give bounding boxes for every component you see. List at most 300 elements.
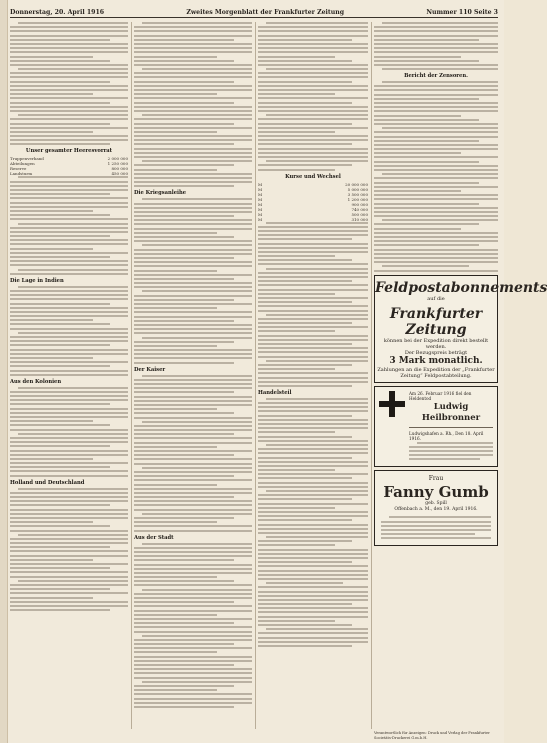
column-rule: [371, 22, 372, 729]
text-line: [134, 143, 234, 145]
text-line: [258, 131, 335, 133]
text-line: [258, 557, 368, 559]
text-line: [10, 26, 128, 28]
text-line: [266, 22, 368, 24]
text-line: [374, 182, 479, 184]
text-line: [10, 454, 128, 456]
text-line: [258, 43, 368, 45]
text-line: [409, 450, 493, 452]
ad-text: Ludwigshafen a. Rh., Den 18. April 1916.: [409, 430, 484, 441]
text-line: [134, 492, 252, 494]
text-line: [258, 326, 368, 328]
text-line: [142, 68, 252, 70]
text-line: [10, 429, 128, 431]
text-line: [258, 226, 368, 228]
text-line: [266, 68, 368, 70]
text-line: [258, 243, 368, 245]
text-line: [374, 223, 479, 225]
text-line: [258, 632, 368, 634]
table-row: Truppenverband 2 000 000: [10, 156, 128, 162]
text-line: [134, 118, 252, 120]
text-line: [142, 635, 252, 637]
text-block: [10, 387, 128, 477]
text-line: [10, 56, 93, 58]
figures-table: [258, 182, 368, 222]
text-line: [134, 568, 252, 570]
text-line: [18, 22, 128, 24]
text-line: [134, 631, 252, 633]
text-line: [134, 51, 252, 53]
text-line: [134, 685, 234, 687]
text-line: [374, 215, 498, 217]
ad-feldpost-paper: Frankfurter Zeitung: [389, 305, 483, 338]
text-line: [10, 315, 128, 317]
text-line: [134, 484, 217, 486]
text-line: [10, 441, 128, 443]
text-line: [142, 337, 252, 339]
text-line: [258, 503, 368, 505]
text-line: [134, 219, 252, 221]
report-title: Bericht der Zensoren.: [404, 73, 468, 80]
text-line: [10, 563, 128, 565]
text-line: [134, 56, 217, 58]
text-line: [258, 532, 368, 534]
text-line: [134, 261, 252, 263]
text-line: [134, 446, 217, 448]
text-line: [374, 165, 498, 167]
text-line: [10, 504, 110, 506]
text-line: [374, 102, 498, 104]
text-line: [258, 637, 368, 639]
text-line: [374, 26, 498, 28]
text-line: [142, 114, 252, 116]
text-line: [374, 240, 498, 242]
text-line: [134, 307, 217, 309]
text-line: [10, 239, 128, 241]
text-line: [10, 349, 128, 351]
text-line: [258, 498, 352, 500]
text-line: [258, 624, 352, 626]
text-line: [18, 534, 128, 536]
text-line: [134, 320, 234, 322]
text-line: [134, 391, 234, 393]
text-line: [134, 396, 252, 398]
text-line: [10, 361, 128, 363]
text-line: [142, 375, 252, 377]
text-line: [417, 442, 493, 444]
figures-table: [10, 156, 128, 176]
divider: [409, 427, 493, 428]
text-line: [258, 143, 352, 145]
text-line: [10, 525, 110, 527]
text-line: [266, 490, 368, 492]
ad-name: Ludwig Heilbronner: [421, 401, 481, 423]
text-line: [10, 235, 110, 237]
table-row: M 310 000: [258, 216, 368, 222]
text-line: [10, 420, 93, 422]
text-line: [382, 173, 498, 175]
text-line: [374, 148, 498, 150]
text-line: [134, 530, 252, 532]
text-line: [258, 595, 368, 597]
text-line: [134, 626, 252, 628]
text-line: [374, 244, 479, 246]
text-line: [258, 528, 368, 530]
text-line: [134, 274, 252, 276]
text-line: [134, 240, 252, 242]
text-line: [258, 76, 368, 78]
text-line: [258, 276, 368, 278]
text-line: [134, 81, 234, 83]
text-line: [258, 280, 352, 282]
text-line: [258, 419, 368, 421]
text-line: [374, 249, 498, 251]
text-line: [258, 524, 368, 526]
text-line: [258, 477, 352, 479]
text-line: [258, 544, 335, 546]
text-line: [374, 261, 498, 263]
text-line: [10, 264, 128, 266]
text-line: [374, 140, 479, 142]
text-line: [374, 39, 479, 41]
text-line: [10, 584, 128, 586]
text-line: [266, 114, 368, 116]
text-line: [134, 110, 252, 112]
table-row: Reserve 800 000: [10, 166, 128, 172]
text-line: [134, 693, 252, 695]
text-line: [10, 319, 93, 321]
text-line: [134, 345, 217, 347]
text-line: [10, 123, 110, 125]
text-line: [142, 160, 252, 162]
table-row: M 1 200 000: [258, 196, 368, 202]
text-line: [10, 143, 110, 145]
text-line: [258, 519, 352, 521]
text-line: [134, 555, 252, 557]
text-line: [10, 85, 128, 87]
text-line: [134, 311, 252, 313]
text-line: [374, 47, 498, 49]
text-line: [10, 210, 93, 212]
text-line: [134, 463, 252, 465]
column-1: [10, 22, 128, 729]
text-line: [10, 353, 128, 355]
text-line: [134, 706, 234, 708]
text-line: [258, 339, 368, 341]
text-line: [374, 131, 498, 133]
text-line: [10, 214, 110, 216]
table-row: M 740 000: [258, 206, 368, 212]
text-line: [10, 89, 128, 91]
text-line: [10, 72, 128, 74]
text-line: [10, 197, 128, 199]
text-line: [258, 139, 368, 141]
text-line: [10, 424, 110, 426]
text-line: [134, 660, 252, 662]
text-line: [134, 651, 217, 653]
column-4: [374, 22, 547, 729]
text-line: [374, 60, 479, 62]
text-line: [18, 433, 128, 435]
text-line: [374, 106, 498, 108]
text-line: [409, 458, 480, 460]
text-line: [10, 500, 128, 502]
text-line: [258, 431, 335, 433]
binding-strip: [0, 0, 8, 743]
text-line: [10, 135, 128, 137]
text-line: [258, 549, 368, 551]
text-line: [134, 496, 234, 498]
text-line: [10, 391, 128, 393]
text-line: [258, 305, 368, 307]
ad-text: Offenbach a. M., den 19. April 1916.: [394, 507, 478, 513]
text-line: [10, 30, 128, 32]
text-line: [10, 365, 110, 367]
text-line: [258, 289, 368, 291]
column-2: [134, 22, 252, 729]
text-line: [10, 336, 128, 338]
text-line: [134, 72, 252, 74]
text-line: [374, 152, 461, 154]
text-line: [389, 516, 491, 518]
table-row: Landsturm 450 000: [10, 171, 128, 177]
text-line: [134, 324, 252, 326]
text-line: [374, 186, 498, 188]
text-line: [374, 89, 498, 91]
text-line: [134, 525, 252, 527]
text-block: [409, 442, 493, 461]
text-line: [382, 68, 498, 70]
text-line: [258, 89, 368, 91]
text-line: [10, 576, 128, 578]
text-line: [134, 404, 252, 406]
text-line: [134, 504, 252, 506]
text-line: [134, 379, 252, 381]
text-line: [374, 123, 498, 125]
text-line: [258, 272, 368, 274]
text-line: [374, 136, 498, 138]
text-line: [409, 454, 493, 456]
table-row: Abteilungen 1 250 000: [10, 161, 128, 167]
page-footer: Verantwortlich für Anzeigen: Druck und Verlag der Frankfurter Societäts-Druckerei G.m.b.H.: [374, 731, 490, 740]
text-line: [134, 278, 234, 280]
text-line: [258, 611, 368, 613]
text-line: [258, 47, 368, 49]
text-line: [258, 85, 368, 87]
text-line: [10, 64, 128, 66]
text-line: [10, 311, 128, 313]
ad-text: können bei der Expedition direkt bestellt werden.: [383, 337, 489, 350]
text-line: [142, 681, 252, 683]
text-line: [258, 118, 368, 120]
text-line: [381, 521, 491, 523]
text-line: [10, 509, 128, 511]
text-line: [10, 601, 128, 603]
text-line: [258, 102, 352, 104]
text-line: [134, 664, 234, 666]
text-line: [258, 465, 368, 467]
text-line: [10, 530, 128, 532]
text-line: [258, 415, 352, 417]
text-block: [134, 198, 252, 363]
text-line: [258, 457, 352, 459]
text-line: [134, 127, 252, 129]
text-line: [258, 293, 335, 295]
text-line: [134, 102, 234, 104]
text-line: [134, 580, 234, 582]
text-line: [18, 387, 128, 389]
text-line: [134, 223, 252, 225]
text-line: [266, 444, 368, 446]
text-line: [134, 622, 234, 624]
text-line: [266, 268, 368, 270]
text-line: [10, 252, 128, 254]
text-line: [10, 374, 128, 376]
text-line: [374, 190, 461, 192]
text-line: [18, 286, 128, 288]
text-line: [258, 135, 368, 137]
text-line: [258, 578, 368, 580]
text-line: [258, 507, 335, 509]
text-block: [134, 543, 252, 708]
section-heading: Handelsteil: [258, 389, 292, 396]
text-line: [10, 450, 128, 452]
text-line: [258, 372, 368, 374]
text-line: [258, 39, 352, 41]
text-line: [134, 500, 252, 502]
text-line: [134, 593, 252, 595]
header-number: Nummer 110 Seite 3: [426, 9, 498, 16]
text-line: [382, 219, 498, 221]
text-line: [10, 294, 128, 296]
text-line: [266, 314, 368, 316]
ad-feldpost-title: Feldpostabonnements: [375, 279, 547, 296]
text-line: [134, 564, 252, 566]
text-line: [134, 408, 217, 410]
text-line: [134, 64, 252, 66]
text-line: [10, 323, 110, 325]
text-line: [134, 295, 252, 297]
text-line: [258, 123, 352, 125]
text-line: [134, 203, 252, 205]
text-line: [258, 148, 368, 150]
text-line: [10, 206, 128, 208]
text-line: [258, 603, 352, 605]
text-line: [10, 466, 110, 468]
text-line: [10, 118, 128, 120]
text-line: [10, 555, 128, 557]
text-line: [258, 156, 368, 158]
text-line: [409, 446, 493, 448]
text-line: [258, 56, 335, 58]
text-line: [374, 94, 498, 96]
text-line: [10, 248, 93, 250]
text-line: [134, 442, 252, 444]
text-line: [258, 356, 368, 358]
text-line: [10, 260, 128, 262]
text-line: [374, 270, 498, 272]
text-line: [258, 385, 352, 387]
text-line: [258, 448, 368, 450]
text-line: [10, 193, 110, 195]
text-line: [18, 223, 128, 225]
text-line: [258, 64, 368, 66]
text-line: [134, 509, 252, 511]
text-line: [258, 607, 368, 609]
text-line: [134, 47, 252, 49]
text-line: [266, 536, 368, 538]
text-line: [258, 247, 368, 249]
text-line: [134, 43, 252, 45]
text-line: [258, 482, 368, 484]
text-line: [382, 81, 498, 83]
text-line: [374, 98, 479, 100]
text-line: [134, 270, 217, 272]
text-line: [381, 529, 491, 531]
text-line: [258, 620, 335, 622]
text-line: [10, 344, 110, 346]
text-line: [18, 114, 128, 116]
text-line: [18, 176, 128, 178]
text-line: [258, 127, 368, 129]
text-line: [374, 203, 479, 205]
text-line: [134, 605, 252, 607]
text-line: [134, 106, 252, 108]
text-line: [258, 330, 335, 332]
text-line: [10, 81, 110, 83]
text-line: [258, 461, 368, 463]
text-line: [258, 301, 352, 303]
text-line: [374, 144, 498, 146]
text-block: [10, 22, 128, 145]
text-line: [10, 256, 110, 258]
text-line: [10, 571, 128, 573]
text-line: [134, 181, 252, 183]
text-block: [10, 286, 128, 376]
text-line: [10, 39, 110, 41]
text-line: [258, 234, 368, 236]
text-line: [134, 698, 252, 700]
iron-cross-icon: [379, 391, 405, 417]
text-line: [10, 588, 110, 590]
text-line: [258, 230, 368, 232]
text-line: [258, 645, 352, 647]
text-line: [381, 537, 491, 539]
text-line: [10, 218, 128, 220]
text-line: [258, 540, 352, 542]
text-line: [382, 265, 469, 267]
ad-death-notice: [374, 386, 498, 468]
text-line: [134, 357, 252, 359]
text-line: [258, 570, 368, 572]
text-line: [258, 60, 352, 62]
text-line: [258, 297, 368, 299]
text-block: [10, 488, 128, 611]
text-line: [134, 253, 252, 255]
text-line: [134, 458, 252, 460]
text-line: [258, 152, 368, 154]
text-line: [258, 251, 368, 253]
text-line: [134, 228, 252, 230]
text-line: [258, 368, 335, 370]
text-line: [374, 211, 498, 213]
text-line: [18, 68, 128, 70]
text-line: [258, 452, 368, 454]
text-line: [258, 423, 368, 425]
text-line: [134, 299, 234, 301]
text-line: [10, 298, 128, 300]
text-line: [134, 668, 252, 670]
